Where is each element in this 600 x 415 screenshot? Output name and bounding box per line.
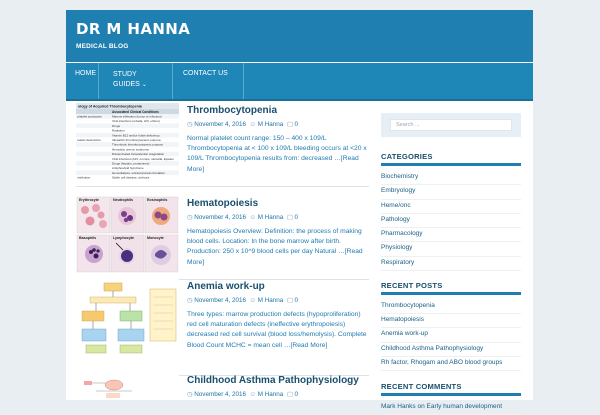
post-item [76,103,369,187]
post-comment-count[interactable]: 0 [294,297,299,304]
post-separator [76,186,369,187]
site-tagline: MEDICAL BLOG [76,43,129,50]
site-title[interactable]: DR M HANNA [76,20,191,38]
nav-study-guides[interactable] [100,63,173,99]
post-meta [187,391,298,398]
recent-posts-title: RECENT POSTS [381,281,521,295]
recent-post-link[interactable]: Thrombocytopenia [381,300,521,314]
recent-posts-list [381,300,521,371]
post-title[interactable]: Childhood Asthma Pathophysiology [187,375,359,386]
category-link[interactable]: Embryology [381,185,521,199]
asthma-diagram-image [76,373,179,400]
post-excerpt: Three types: marrow production defects (hypoproliferation) red cell maturation defects (ineffective erythropoiesis) decreased red cell survival (blood loss/hemolysis). Complete Blood Count MCHC = mean cell …[Read More] [187,311,367,349]
thumb1-row-condition: Sickle cell disease, cirrhosis [112,175,150,180]
thumb1-row-condition: Idiopathic thrombocytopenic purpura [112,138,161,142]
thumb1-row-condition: Viral infections (rubella, HIV, others) [112,119,160,124]
nav-home-label: HOME [75,70,96,77]
thumb1-row-condition: Hemolytic uremic syndrome [112,147,150,152]
cell-label-lymphocyte: Lymphocyte [113,236,135,240]
recent-post-link[interactable]: Childhood Asthma Pathophysiology [381,343,521,357]
user-icon: ☺ [249,214,256,221]
thumb1-row-condition: Disseminated intravascular coagulation [112,152,165,157]
post-author[interactable]: M Hanna [257,391,284,398]
main-nav [66,63,533,101]
post-author[interactable]: M Hanna [257,214,284,221]
post-thumbnail-blood-cells[interactable] [76,196,179,273]
cell-label-neutrophils: Neutrophils [113,198,133,202]
clock-icon: ◷ [187,121,193,128]
clock-icon: ◷ [187,214,193,221]
user-icon: ☺ [249,391,256,398]
nav-study-label-line1: STUDY [113,71,137,78]
thumb1-row-condition: Viral infections (HIV, mumps, varicella, Epstein [112,156,174,161]
thumb1-row-condition: Drugs [112,123,121,128]
recent-post-link[interactable]: Hematopoiesis [381,314,521,328]
post-date[interactable]: November 4, 2016 [194,391,247,398]
post-meta [187,297,298,304]
thrombocytopenia-table-image [76,103,179,180]
post-comment-count[interactable]: 0 [294,391,299,398]
post-meta [187,121,298,128]
thumb1-row-mechanism: platelet production [77,114,103,119]
thumb1-row-condition: Thrombotic thrombocytopenic purpura [112,142,163,147]
recent-post-link[interactable]: Rh factor, Rhogam and ABO blood groups [381,357,521,371]
thumb1-header: ology of Acquired Thrombocytopenia [78,104,142,109]
post-title[interactable]: Hematopoiesis [187,198,259,209]
category-link[interactable]: Pathology [381,214,521,228]
page-container [66,10,533,410]
nav-contact[interactable] [174,63,244,99]
category-link[interactable]: Respiratory [381,257,521,271]
post-item [76,196,369,280]
comment-icon: ▢ [286,297,293,304]
nav-contact-label: CONTACT US [183,70,228,77]
thumb1-row-condition: Radiation [112,128,125,133]
categories-list [381,171,521,271]
chevron-down-icon: ⌄ [141,82,147,88]
clock-icon: ◷ [187,391,193,398]
recent-comments-list [381,401,521,415]
post-item [76,279,369,363]
thumb1-row-condition: Hemodialysis, extracorporeal circulation [112,170,166,175]
post-title[interactable]: Anemia work-up [187,281,265,292]
blood-cells-image [76,196,179,273]
cell-label-erythrocyte: Erythrocyte [79,198,99,202]
nav-study-label-line2: GUIDES [113,81,140,88]
categories-title: CATEGORIES [381,152,521,166]
comment-icon: ▢ [286,121,293,128]
thumb1-row-condition: Antiphos/ipid Syndrome [112,166,144,171]
search-widget [381,113,521,137]
category-link[interactable]: Biochemistry [381,171,521,185]
post-date[interactable]: November 4, 2016 [194,121,247,128]
post-thumbnail-asthma[interactable] [76,373,179,400]
thumb1-row-mechanism: latelet destruction [77,138,102,142]
post-meta [187,214,298,221]
category-link[interactable]: Pharmacology [381,228,521,242]
post-excerpt: Hematopoiesis Overview: Definition: the process of making blood cells. Location: In the bone marrow after birth. Production: 250 x 10^9 blood cells per day Natural …[Read More] [187,228,363,266]
recent-post-link[interactable]: Anemia work-up [381,328,521,342]
post-title[interactable]: Thrombocytopenia [187,105,278,116]
cell-label-eosinophils: Eosinophils [147,198,168,202]
post-author[interactable]: M Hanna [257,121,284,128]
user-icon: ☺ [249,121,256,128]
recent-comments-title: RECENT COMMENTS [381,382,521,396]
comment-icon: ▢ [286,214,293,221]
post-item [76,373,369,403]
post-thumbnail-thrombocytopenia-table[interactable] [76,103,179,180]
cell-label-basophils: Basophils [79,236,97,240]
nav-home[interactable] [66,63,99,99]
recent-comment-item[interactable]: Mark Hanks on Early human development [381,401,521,415]
site-header [66,10,533,62]
post-thumbnail-anemia-flowchart[interactable] [76,279,179,356]
thumb1-row-condition: Marrow infiltration (tumor or infection) [112,114,162,119]
post-comment-count[interactable]: 0 [294,214,299,221]
post-date[interactable]: November 4, 2016 [194,297,247,304]
category-link[interactable]: Heme/onc [381,200,521,214]
user-icon: ☺ [249,297,256,304]
thumb1-row-condition: Vitamin B12 and/or folate deficiency [112,133,160,138]
thumb1-row-condition: Drugs (heparin, protamines) [112,161,150,166]
category-link[interactable]: Physiology [381,242,521,256]
anemia-flowchart-image [76,279,179,356]
search-input[interactable]: Search ... [390,119,512,131]
post-comment-count[interactable]: 0 [294,121,299,128]
thumb1-row-mechanism: istribution [77,175,91,180]
clock-icon: ◷ [187,297,193,304]
comment-icon: ▢ [286,391,293,398]
cell-label-monocyte: Monocyte [147,236,164,240]
post-author[interactable]: M Hanna [257,297,284,304]
post-excerpt: Normal platelet count range: 150 – 400 x 109/L Thrombocytopenia at < 100 x 109/L bleeding occurs at <20 x 109/L Thrombocytopenia results from: decreased …[Read More] [187,135,367,173]
post-date[interactable]: November 4, 2016 [194,214,247,221]
thumb1-col2: Associated Clinical Conditions [112,109,159,114]
